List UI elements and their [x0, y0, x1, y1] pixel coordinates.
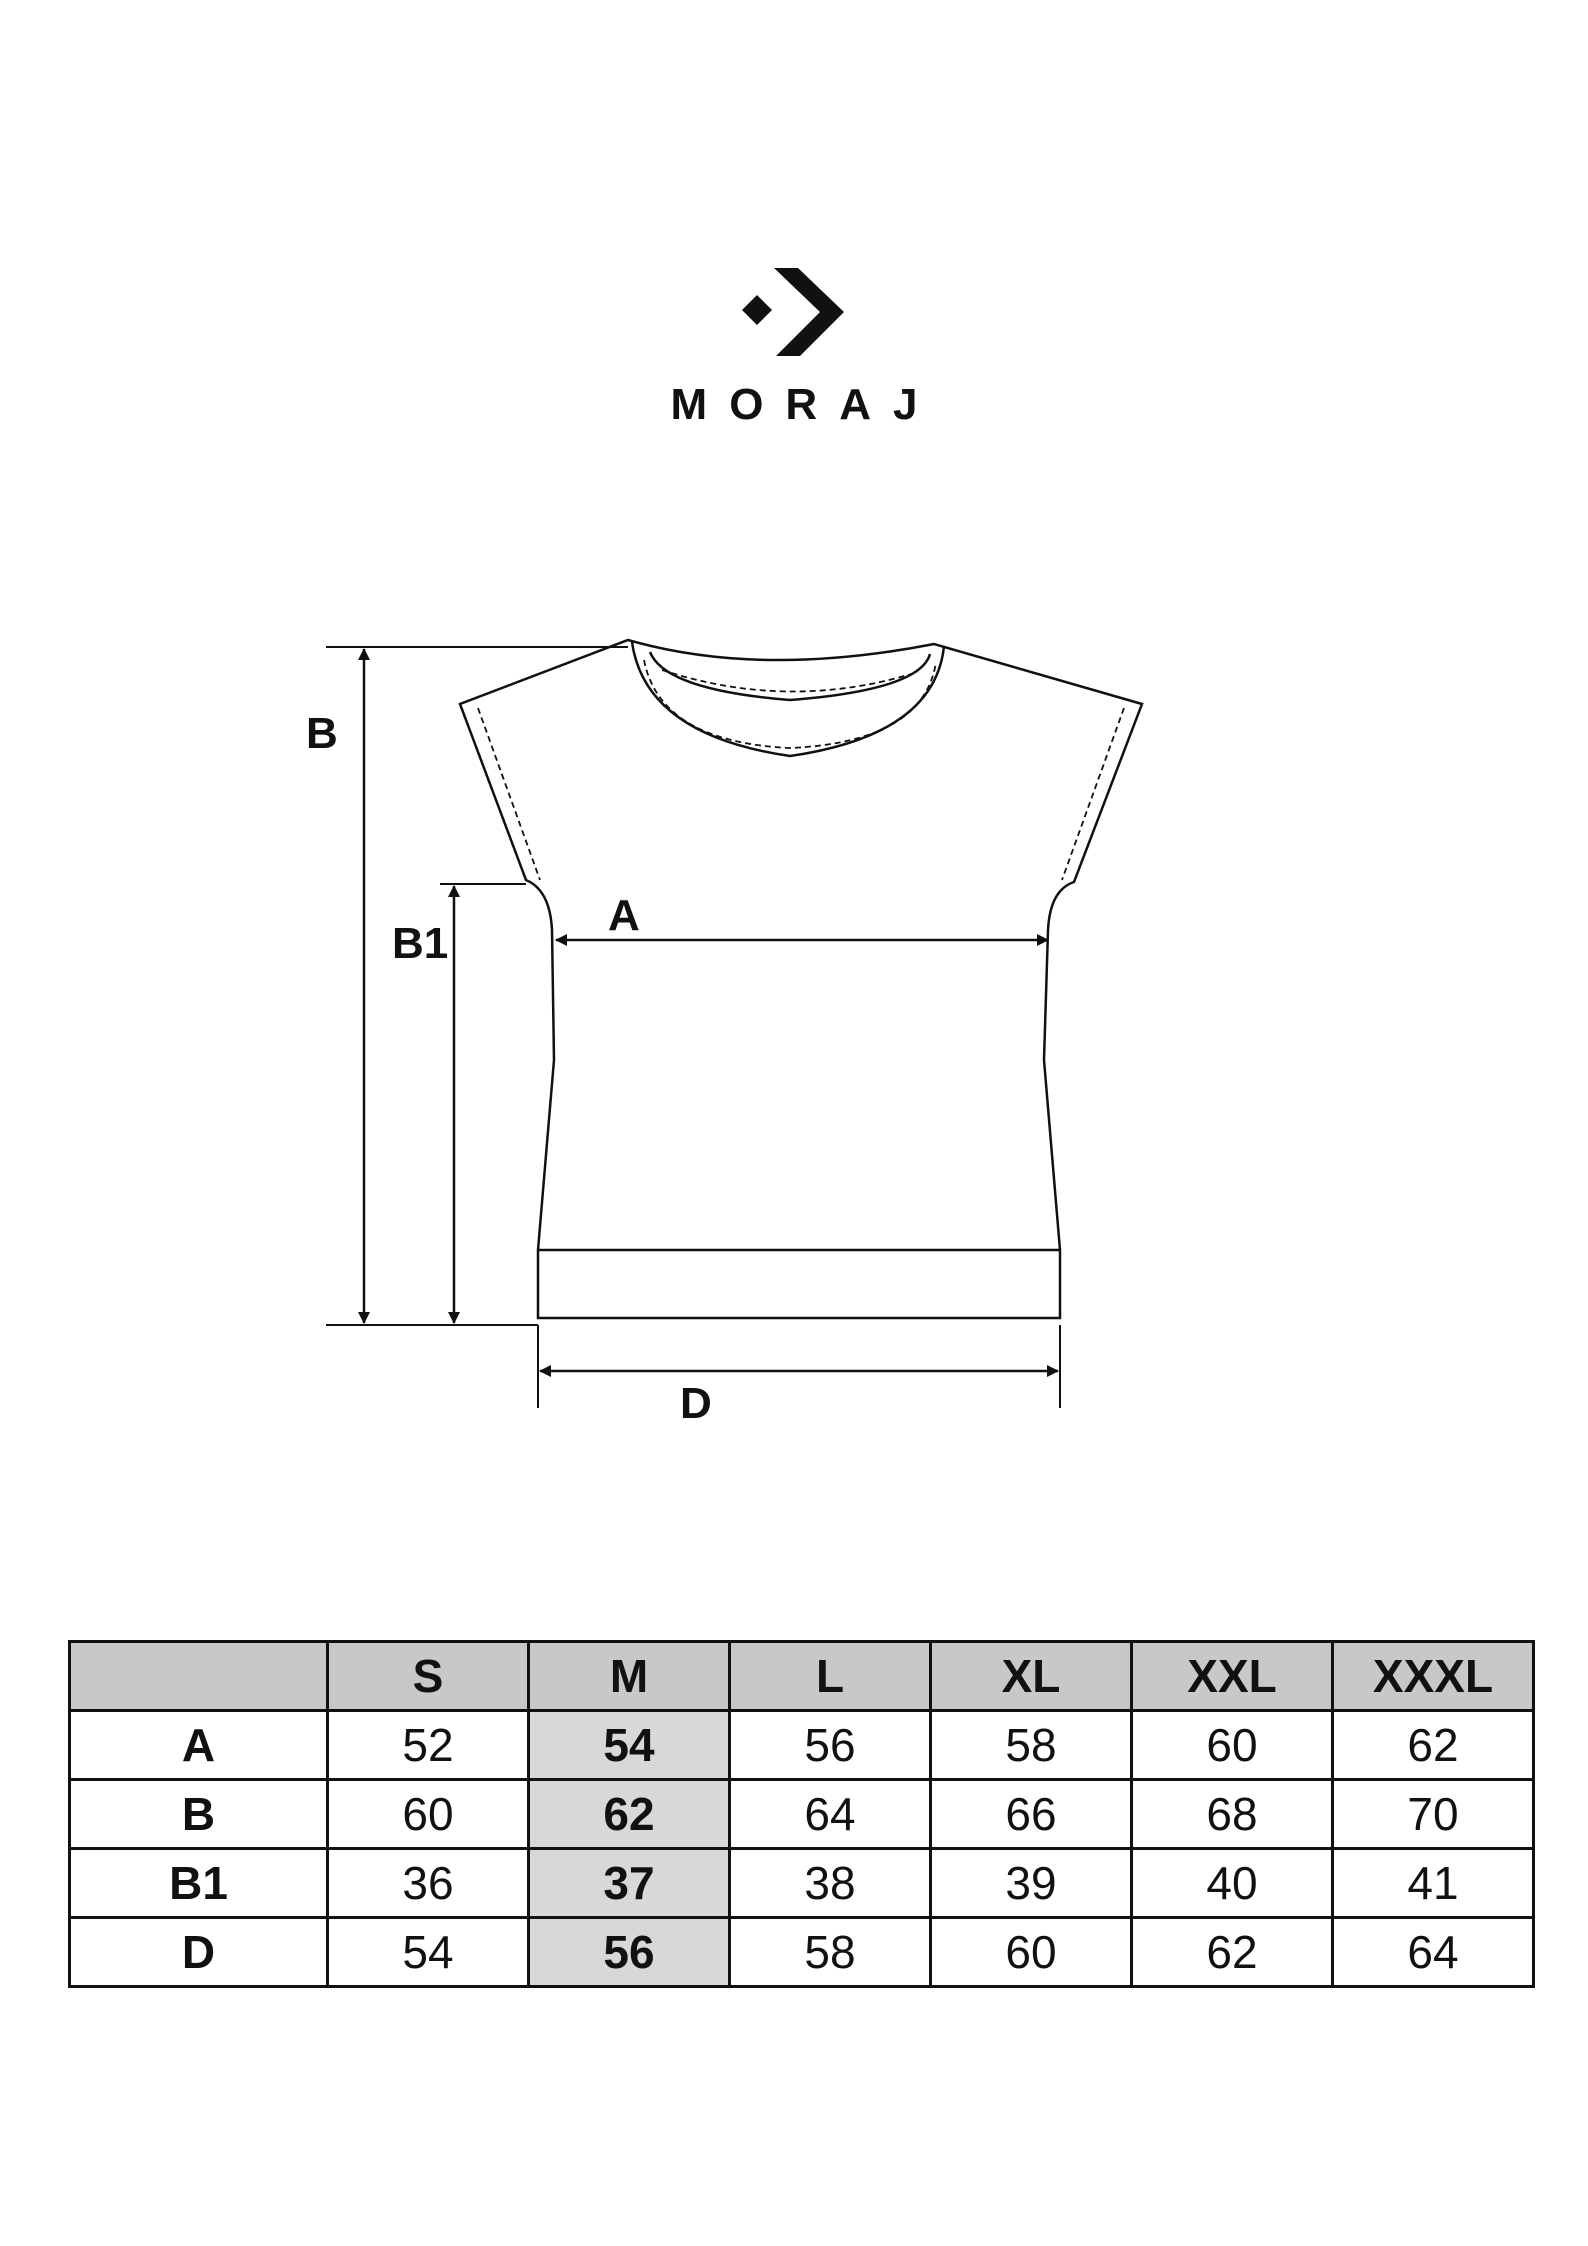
table-cell: 39 [931, 1849, 1132, 1918]
table-row [70, 1780, 1534, 1849]
size-header-l: L [730, 1642, 931, 1711]
size-header-xl: XL [931, 1642, 1132, 1711]
table-corner-cell [70, 1642, 328, 1711]
table-cell-highlighted: 56 [529, 1918, 730, 1987]
row-label: A [70, 1711, 328, 1780]
table-cell: 60 [328, 1780, 529, 1849]
size-header-m: M [529, 1642, 730, 1711]
moraj-logo-icon [740, 262, 848, 358]
size-header-xxl: XXL [1132, 1642, 1333, 1711]
table-cell: 60 [931, 1918, 1132, 1987]
table-cell: 64 [730, 1780, 931, 1849]
size-chart-table [68, 1640, 1535, 1988]
table-cell: 70 [1333, 1780, 1534, 1849]
label-b: B [306, 709, 338, 758]
table-cell: 58 [931, 1711, 1132, 1780]
table-cell: 62 [1132, 1918, 1333, 1987]
row-label: B1 [70, 1849, 328, 1918]
size-header-s: S [328, 1642, 529, 1711]
tshirt-measurement-diagram [0, 600, 1588, 1460]
table-row [70, 1711, 1534, 1780]
extension-lines [326, 647, 1060, 1408]
table-cell: 66 [931, 1780, 1132, 1849]
table-cell-highlighted: 54 [529, 1711, 730, 1780]
table-cell: 62 [1333, 1711, 1534, 1780]
table-header-row [70, 1642, 1534, 1711]
table-cell: 52 [328, 1711, 529, 1780]
label-a: A [608, 891, 640, 940]
table-cell: 38 [730, 1849, 931, 1918]
table-cell: 41 [1333, 1849, 1534, 1918]
label-b1: B1 [392, 919, 449, 968]
brand-name: MORAJ [670, 380, 940, 429]
row-label: B [70, 1780, 328, 1849]
table-cell: 58 [730, 1918, 931, 1987]
table-row [70, 1918, 1534, 1987]
table-cell: 54 [328, 1918, 529, 1987]
tshirt-outline [460, 640, 1142, 1318]
table-cell-highlighted: 37 [529, 1849, 730, 1918]
row-label: D [70, 1918, 328, 1987]
label-d: D [680, 1379, 712, 1428]
table-cell: 64 [1333, 1918, 1534, 1987]
table-cell: 68 [1132, 1780, 1333, 1849]
table-cell: 56 [730, 1711, 931, 1780]
table-cell: 40 [1132, 1849, 1333, 1918]
table-cell-highlighted: 62 [529, 1780, 730, 1849]
table-cell: 60 [1132, 1711, 1333, 1780]
table-row [70, 1849, 1534, 1918]
size-header-xxxl: XXXL [1333, 1642, 1534, 1711]
table-cell: 36 [328, 1849, 529, 1918]
